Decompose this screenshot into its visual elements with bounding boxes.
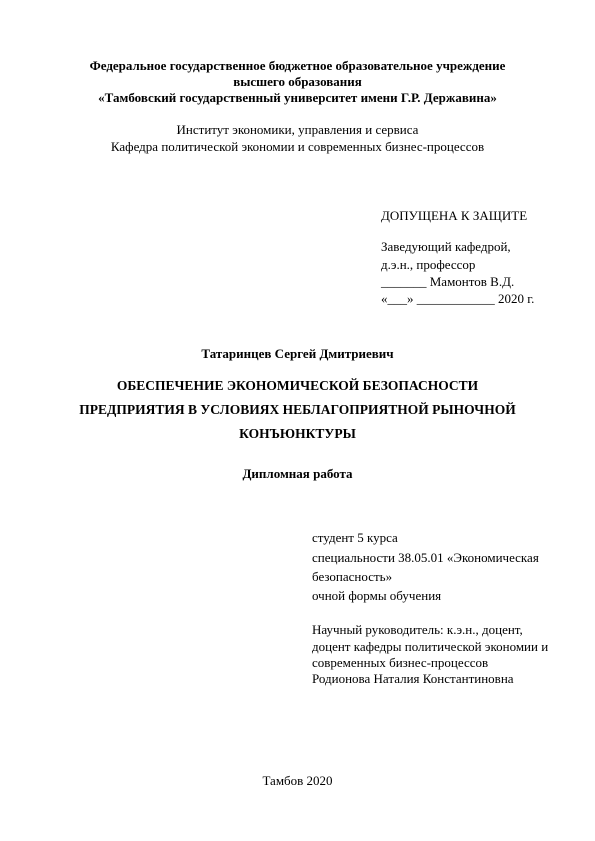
approval-signature: _______ Мамонтов В.Д. bbox=[381, 274, 515, 289]
student-study-form: очной формы обучения bbox=[312, 588, 442, 603]
institute-name: Институт экономики, управления и сервиса bbox=[176, 122, 419, 137]
city-year-footer: Тамбов 2020 bbox=[262, 773, 333, 788]
thesis-title-line1: ОБЕСПЕЧЕНИЕ ЭКОНОМИЧЕСКОЙ БЕЗОПАСНОСТИ bbox=[116, 378, 479, 393]
approval-degree: д.э.н., профессор bbox=[381, 257, 476, 272]
thesis-title-line2: ПРЕДПРИЯТИЯ В УСЛОВИЯХ НЕБЛАГОПРИЯТНОЙ РЫНОЧНОЙ bbox=[79, 402, 516, 417]
work-type: Дипломная работа bbox=[242, 466, 353, 481]
approval-title: ДОПУЩЕНА К ЗАЩИТЕ bbox=[381, 208, 528, 223]
supervisor-line3: современных бизнес-процессов bbox=[312, 655, 489, 670]
university-header-line2: высшего образования bbox=[233, 74, 362, 89]
author-name: Татаринцев Сергей Дмитриевич bbox=[201, 346, 394, 361]
student-specialty-line1: специальности 38.05.01 «Экономическая bbox=[312, 550, 539, 565]
student-specialty-line2: безопасность» bbox=[312, 569, 393, 584]
university-header-line1: Федеральное государственное бюджетное образовательное учреждение bbox=[89, 58, 506, 73]
supervisor-line1: Научный руководитель: к.э.н., доцент, bbox=[312, 622, 523, 637]
university-header-line3: «Тамбовский государственный университет имени Г.Р. Державина» bbox=[98, 90, 497, 105]
thesis-title-line3: КОНЪЮНКТУРЫ bbox=[239, 426, 356, 441]
approval-date: «___» ____________ 2020 г. bbox=[381, 291, 535, 306]
supervisor-name: Родионова Наталия Константиновна bbox=[312, 671, 514, 686]
student-course: студент 5 курса bbox=[312, 530, 398, 545]
supervisor-line2: доцент кафедры политической экономии и bbox=[312, 639, 549, 654]
approval-role: Заведующий кафедрой, bbox=[381, 239, 511, 254]
department-name: Кафедра политической экономии и современных бизнес-процессов bbox=[110, 139, 485, 154]
